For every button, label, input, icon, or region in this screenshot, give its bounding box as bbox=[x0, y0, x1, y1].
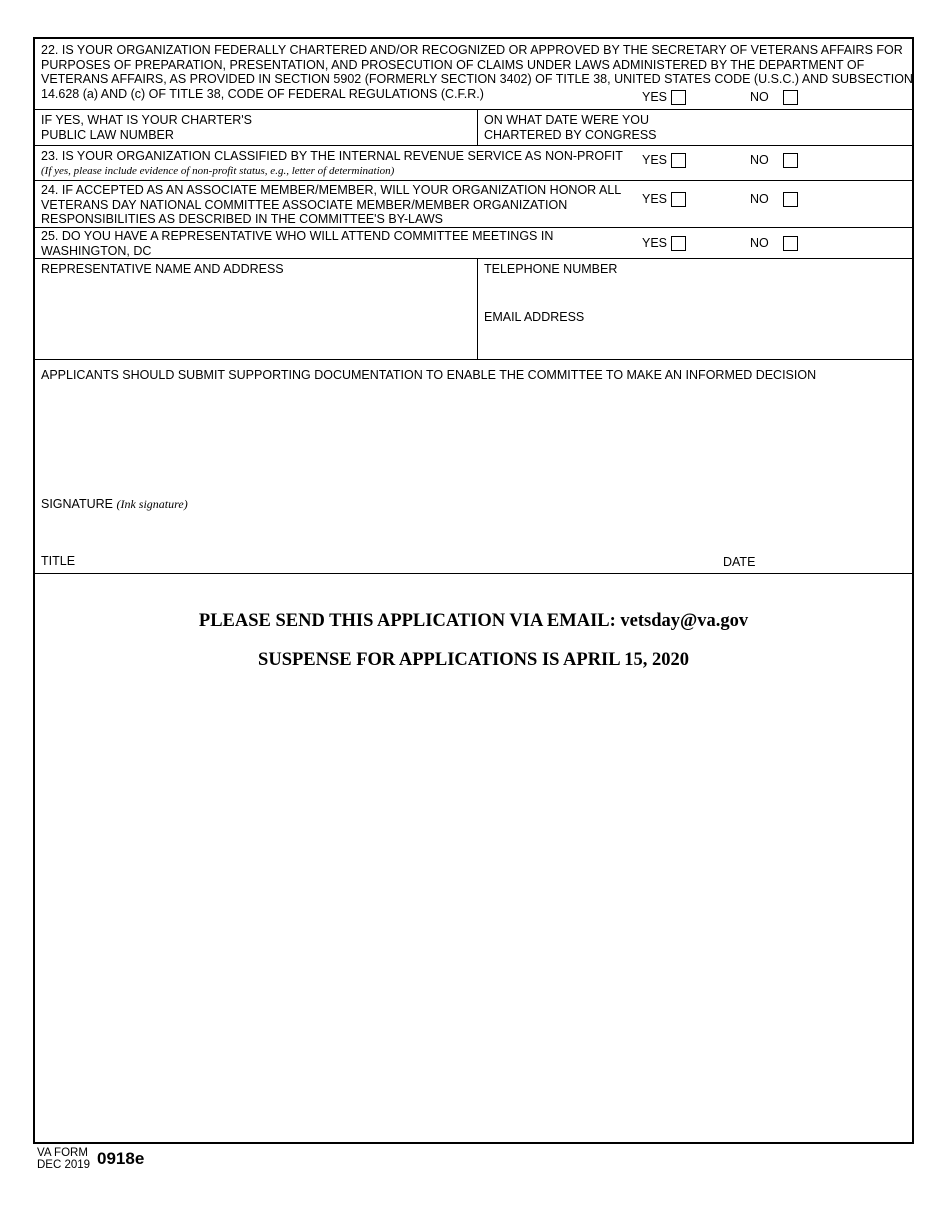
submission-notice bbox=[35, 574, 912, 1134]
question-25-line2: WASHINGTON, DC bbox=[41, 243, 152, 258]
q23-no-label: NO bbox=[750, 153, 769, 167]
public-law-label-line2: PUBLIC LAW NUMBER bbox=[41, 127, 174, 142]
question-22-text: 22. IS YOUR ORGANIZATION FEDERALLY CHARTERED AND/OR RECOGNIZED OR APPROVED BY THE SECRETARY OF VETERANS AFFAIRS FOR PURPOSES OF PREPARATION, PRESENTATION, AND PROSECUTION OF CLAIMS UNDER LAWS ADMINISTERED BY THE DEPARTMENT OF VETERANS AFFAIRS, AS PROVIDED IN SECTION 5902 (FORMERLY SECTION 3402) OF TITLE 38, UNITED STATES CODE (U.S.C.) AND SUBSECTION 14.628 (a) AND (c) OF TITLE 38, CODE OF FEDERAL REGULATIONS (C.F.R.) bbox=[41, 43, 913, 101]
representative-section bbox=[35, 259, 912, 360]
charter-row-divider bbox=[477, 110, 478, 145]
telephone-number-field[interactable] bbox=[478, 259, 914, 307]
question-25-text bbox=[41, 229, 641, 258]
question-24-line3: RESPONSIBILITIES AS DESCRIBED IN THE COMMITTEE'S BY-LAWS bbox=[41, 212, 444, 226]
q24-yes-option bbox=[642, 192, 686, 207]
date-label: DATE bbox=[723, 555, 756, 569]
charter-date-label-line2: CHARTERED BY CONGRESS bbox=[484, 127, 657, 142]
question-23-section bbox=[35, 146, 912, 181]
q22-no-checkbox[interactable] bbox=[783, 90, 798, 105]
title-field[interactable] bbox=[41, 554, 75, 569]
form-label: VA FORM bbox=[37, 1147, 88, 1159]
signature-label: SIGNATURE bbox=[41, 497, 113, 511]
q23-yes-option bbox=[642, 153, 686, 168]
charter-date-field[interactable] bbox=[484, 113, 904, 142]
question-22-section bbox=[35, 39, 912, 110]
q24-yes-label: YES bbox=[642, 192, 668, 206]
q23-yes-label: YES bbox=[642, 153, 668, 167]
q24-no-label: NO bbox=[750, 192, 769, 206]
question-25-section bbox=[35, 228, 912, 259]
q25-no-checkbox[interactable] bbox=[783, 236, 798, 251]
q24-no-checkbox[interactable] bbox=[783, 192, 798, 207]
q22-yes-label: YES bbox=[642, 90, 668, 104]
q22-no-label: NO bbox=[750, 90, 769, 104]
q25-no-option bbox=[750, 236, 798, 251]
question-25-line1: 25. DO YOU HAVE A REPRESENTATIVE WHO WILL ATTEND COMMITTEE MEETINGS IN bbox=[41, 229, 554, 243]
title-label: TITLE bbox=[41, 554, 76, 568]
question-24-text bbox=[41, 183, 641, 227]
question-23-note: (If yes, please include evidence of non-profit status, e.g., letter of determination) bbox=[41, 165, 395, 177]
q24-no-option bbox=[750, 192, 798, 207]
email-address-label: EMAIL ADDRESS bbox=[484, 310, 585, 324]
signature-field[interactable] bbox=[41, 497, 901, 512]
charter-date-label-line1: ON WHAT DATE WERE YOU bbox=[484, 113, 650, 127]
representative-name-address-field[interactable] bbox=[35, 259, 477, 359]
question-24-line1: 24. IF ACCEPTED AS AN ASSOCIATE MEMBER/MEMBER, WILL YOUR ORGANIZATION HONOR ALL bbox=[41, 183, 622, 197]
date-field[interactable] bbox=[723, 555, 755, 570]
telephone-number-label: TELEPHONE NUMBER bbox=[484, 262, 618, 276]
q25-yes-option bbox=[642, 236, 686, 251]
q23-no-checkbox[interactable] bbox=[783, 153, 798, 168]
documentation-signature-section bbox=[35, 360, 912, 574]
public-law-label-line1: IF YES, WHAT IS YOUR CHARTER'S bbox=[41, 113, 252, 127]
question-24-line2: VETERANS DAY NATIONAL COMMITTEE ASSOCIATE MEMBER/MEMBER ORGANIZATION bbox=[41, 197, 568, 212]
email-submission-instruction: PLEASE SEND THIS APPLICATION VIA EMAIL: vetsday@va.gov bbox=[198, 611, 749, 631]
q25-yes-checkbox[interactable] bbox=[671, 236, 686, 251]
q22-yes-option bbox=[642, 90, 686, 105]
application-suspense-date: SUSPENSE FOR APPLICATIONS IS APRIL 15, 2020 bbox=[258, 650, 689, 670]
representative-name-label: REPRESENTATIVE NAME AND ADDRESS bbox=[41, 262, 284, 276]
q23-no-option bbox=[750, 153, 798, 168]
public-law-number-field[interactable] bbox=[41, 113, 471, 142]
charter-row bbox=[35, 110, 912, 146]
q25-yes-label: YES bbox=[642, 236, 668, 250]
form-number: 0918e bbox=[97, 1149, 145, 1168]
signature-note: (Ink signature) bbox=[116, 497, 188, 511]
va-form-page bbox=[33, 37, 914, 1144]
q24-yes-checkbox[interactable] bbox=[671, 192, 686, 207]
question-23-text: 23. IS YOUR ORGANIZATION CLASSIFIED BY THE INTERNAL REVENUE SERVICE AS NON-PROFIT bbox=[41, 149, 623, 163]
documentation-instruction: APPLICANTS SHOULD SUBMIT SUPPORTING DOCUMENTATION TO ENABLE THE COMMITTEE TO MAKE AN INFORMED DECISION bbox=[41, 368, 817, 382]
q23-yes-checkbox[interactable] bbox=[671, 153, 686, 168]
form-footer bbox=[37, 1147, 90, 1171]
email-address-field[interactable] bbox=[478, 307, 914, 359]
form-edition: DEC 2019 bbox=[37, 1159, 91, 1171]
q25-no-label: NO bbox=[750, 236, 769, 250]
q22-no-option bbox=[750, 90, 798, 105]
question-24-section bbox=[35, 181, 912, 228]
q22-yes-checkbox[interactable] bbox=[671, 90, 686, 105]
